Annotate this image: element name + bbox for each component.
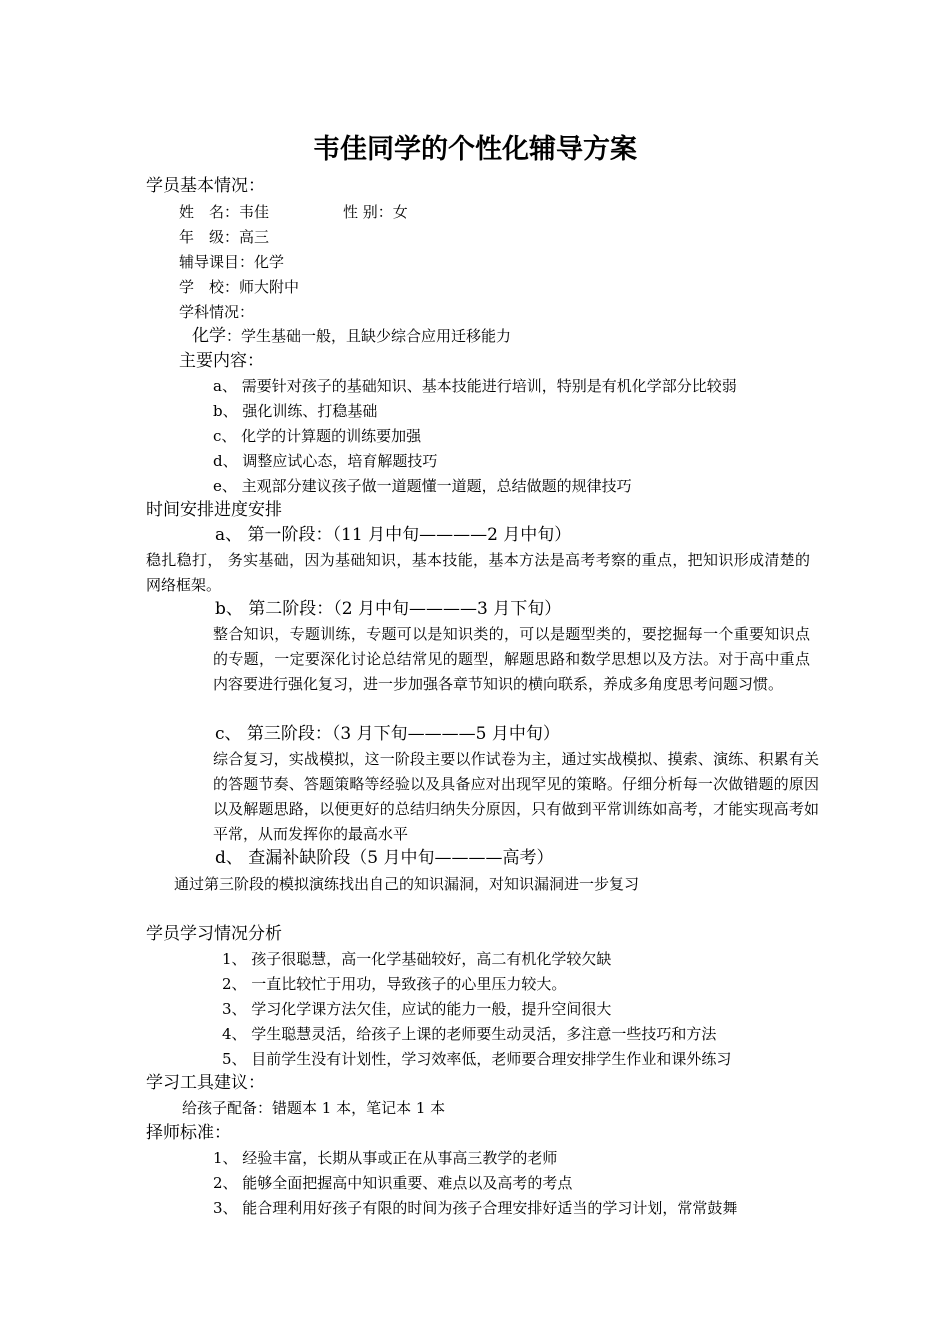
stage-c-text: 综合复习，实战模拟，这一阶段主要以作试卷为主，通过实战模拟、摸索、演练、积累有关的答题节奏、答题策略等经验以及具备应对出现罕见的策略。仔细分析每一次做错题的原因以及解题思路，以便更好的总结归纳失分原因，只有做到平常训练如高考，才能实现高考如平常，从而发挥你的最高水平 [213,750,819,843]
content-item-d: d、 调整应试心态，培育解题技巧 [213,452,438,470]
content-item-b: b、 强化训练、打稳基础 [213,402,378,420]
main-content-label: 主要内容： [179,351,264,371]
content-item-e: e、 主观部分建议孩子做一道题懂一道题，总结做题的规律技巧 [213,477,632,495]
chemistry-label: 化学 [192,326,226,346]
chemistry-status [192,326,511,346]
analysis-item-2: 2、 一直比较忙于用功，导致孩子的心里压力较大。 [222,975,567,993]
tutoring-subject: 辅导课目：化学 [179,253,285,271]
student-school: 学 校：师大附中 [179,278,300,296]
document-title: 韦佳同学的个性化辅导方案 [313,134,637,165]
student-grade: 年 级：高三 [179,228,270,246]
stage-b-title: b、 第二阶段：（2 月中旬————3 月下旬） [215,599,562,619]
analysis-heading: 学员学习情况分析 [146,924,282,944]
teacher-item-2: 2、 能够全面把握高中知识重要、难点以及高考的考点 [213,1174,573,1192]
chemistry-status-text: ：学生基础一般，且缺少综合应用迁移能力 [226,327,512,345]
basic-info-heading: 学员基本情况： [146,176,265,196]
teacher-heading: 择师标准： [146,1123,231,1143]
student-name: 姓 名：韦佳 [179,203,270,221]
stage-c-title: c、 第三阶段：（3 月下旬————5 月中旬） [215,724,560,744]
student-gender: 性 别：女 [343,203,408,221]
subject-status-label: 学科情况： [179,303,255,321]
teacher-item-3: 3、 能合理利用好孩子有限的时间为孩子合理安排好适当的学习计划，常常鼓舞 [213,1199,738,1217]
stage-a-title: a、 第一阶段：（11 月中旬————2 月中旬） [215,525,572,545]
schedule-heading: 时间安排进度安排 [146,500,282,520]
analysis-item-4: 4、 学生聪慧灵活，给孩子上课的老师要生动灵活，多注意一些技巧和方法 [222,1025,717,1043]
stage-b-text: 整合知识，专题训练，专题可以是知识类的，可以是题型类的，要挖掘每一个重要知识点的专题，一定要深化讨论总结常见的题型，解题思路和数学思想以及方法。对于高中重点内容要进行强化复习，进一步加强各章节知识的横向联系，养成多角度思考问题习惯。 [213,625,810,693]
analysis-item-1: 1、 孩子很聪慧，高一化学基础较好，高二有机化学较欠缺 [222,950,612,968]
teacher-item-1: 1、 经验丰富，长期从事或正在从事高三教学的老师 [213,1149,558,1167]
analysis-item-5: 5、 目前学生没有计划性，学习效率低，老师要合理安排学生作业和课外练习 [222,1050,732,1068]
tools-text: 给孩子配备：错题本 1 本，笔记本 1 本 [182,1099,446,1117]
content-item-c: c、 化学的计算题的训练要加强 [213,427,422,445]
stage-d-title: d、 查漏补缺阶段（5 月中旬————高考） [215,848,554,868]
content-item-a: a、 需要针对孩子的基础知识、基本技能进行培训，特别是有机化学部分比较弱 [213,377,737,395]
analysis-item-3: 3、 学习化学课方法欠佳，应试的能力一般，提升空间很大 [222,1000,612,1018]
stage-a-text: 稳扎稳打， 务实基础，因为基础知识，基本技能，基本方法是高考考察的重点，把知识形成清楚的网络框架。 [146,551,810,594]
tools-heading: 学习工具建议： [146,1073,265,1093]
stage-d-text: 通过第三阶段的模拟演练找出自己的知识漏洞，对知识漏洞进一步复习 [174,875,640,893]
